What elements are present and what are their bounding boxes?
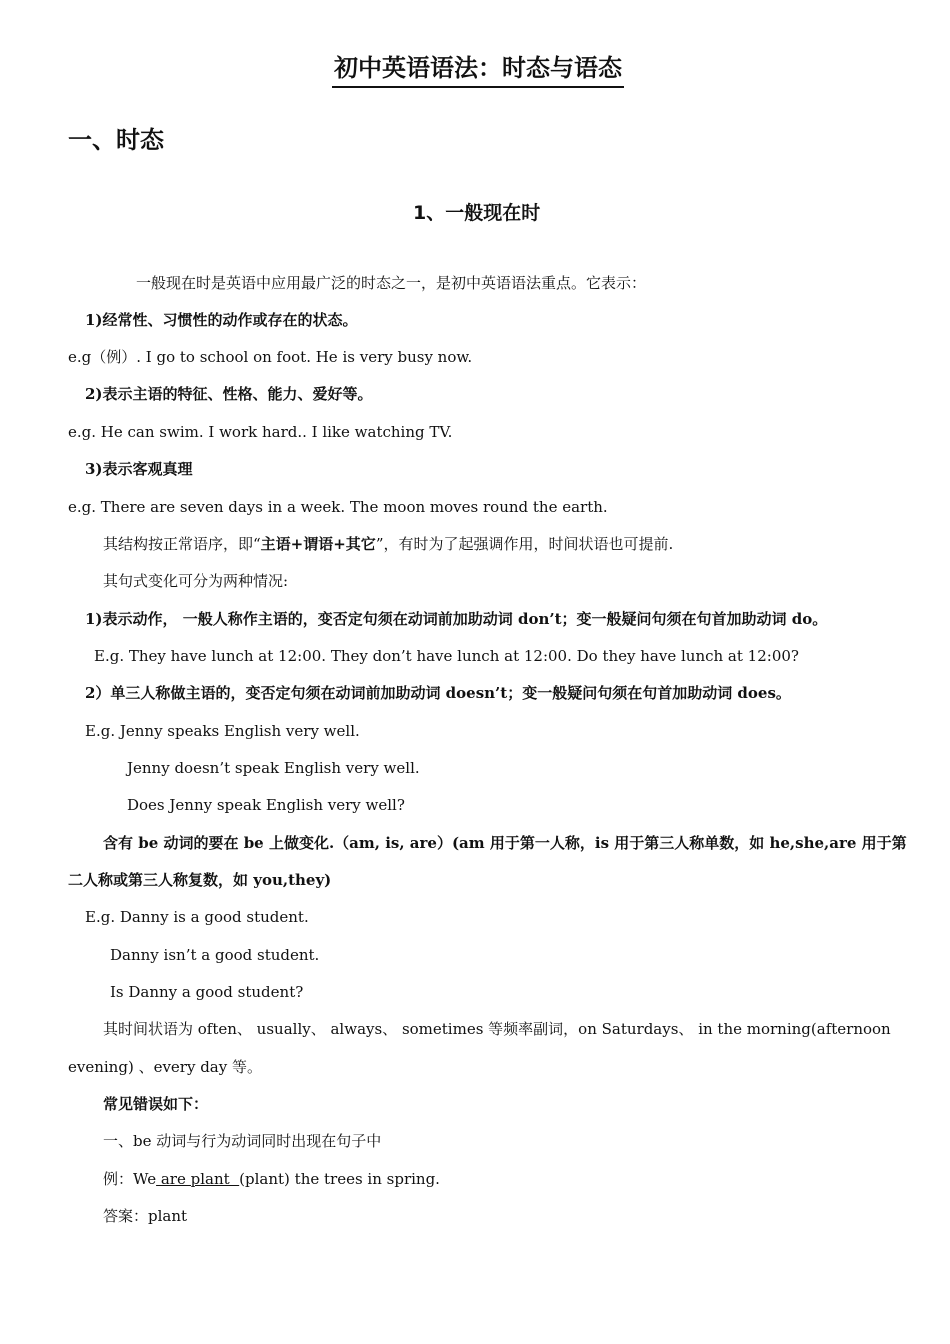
section-heading: 一、时态 bbox=[68, 126, 164, 154]
error-1-title: 一、be 动词与行为动词同时出现在句子中 bbox=[103, 1132, 382, 1150]
structure-post: ”，有时为了起强调作用，时间状语也可提前. bbox=[375, 535, 674, 553]
error-1-example-post: (plant) the trees in spring. bbox=[239, 1170, 440, 1188]
rule-1: 1)表示动作， 一般人称作主语的，变否定句须在动词前加助动词 don’t；变一般疑问句须在句首加助动词 do。 bbox=[85, 610, 828, 628]
variation-intro: 其句式变化可分为两种情况: bbox=[103, 572, 289, 590]
rule-2-example: E.g. Jenny speaks English very well. bbox=[85, 722, 360, 740]
rule-2-example: Does Jenny speak English very well? bbox=[127, 796, 405, 814]
rule-2-example: Jenny doesn’t speak English very well. bbox=[127, 759, 420, 777]
error-1-example-pre: 例：We bbox=[103, 1170, 157, 1188]
rule-1-example: E.g. They have lunch at 12:00. They don’t have lunch at 12:00. Do they have lunch at 12:00? bbox=[94, 647, 799, 665]
rule-2: 2）单三人称做主语的，变否定句须在动词前加助动词 doesn’t；变一般疑问句须在句首加助动词 does。 bbox=[85, 684, 791, 702]
usage-1-example: e.g（例）. I go to school on foot. He is very busy now. bbox=[68, 348, 473, 366]
adverbial-line-1: 其时间状语为 often、 usually、 always、 sometimes 等频率副词，on Saturdays、 in the morning(afternoon bbox=[103, 1020, 891, 1038]
error-1-answer: 答案：plant bbox=[103, 1207, 188, 1225]
error-1-example bbox=[103, 1169, 440, 1189]
usage-1-title: 1)经常性、习惯性的动作或存在的状态。 bbox=[85, 311, 358, 329]
page-title: 初中英语语法：时态与语态 bbox=[332, 52, 624, 88]
be-example: Danny isn’t a good student. bbox=[110, 946, 320, 964]
usage-2-example: e.g. He can swim. I work hard.. I like watching TV. bbox=[68, 423, 453, 441]
intro-paragraph: 一般现在时是英语中应用最广泛的时态之一，是初中英语语法重点。它表示： bbox=[136, 274, 647, 292]
structure-formula: 主语+谓语+其它 bbox=[260, 535, 376, 553]
usage-3-title: 3)表示客观真理 bbox=[85, 460, 193, 478]
structure-paragraph bbox=[103, 534, 673, 554]
structure-pre: 其结构按正常语序，即“ bbox=[103, 535, 261, 553]
errors-heading: 常见错误如下： bbox=[103, 1095, 209, 1113]
be-example: E.g. Danny is a good student. bbox=[85, 908, 309, 926]
be-example: Is Danny a good student? bbox=[110, 983, 304, 1001]
usage-3-example: e.g. There are seven days in a week. The moon moves round the earth. bbox=[68, 498, 608, 516]
adverbial-line-2: evening) 、every day 等。 bbox=[68, 1058, 262, 1076]
error-1-blank: are plant bbox=[156, 1170, 240, 1188]
subsection-heading: 1、一般现在时 bbox=[413, 202, 541, 224]
be-rule-line-1: 含有 be 动词的要在 be 上做变化.（am, is, are）(am 用于第一人称，is 用于第三人称单数，如 he,she,are 用于第 bbox=[103, 834, 907, 852]
be-rule-line-2: 二人称或第三人称复数，如 you,they) bbox=[68, 871, 332, 889]
usage-2-title: 2)表示主语的特征、性格、能力、爱好等。 bbox=[85, 385, 373, 403]
